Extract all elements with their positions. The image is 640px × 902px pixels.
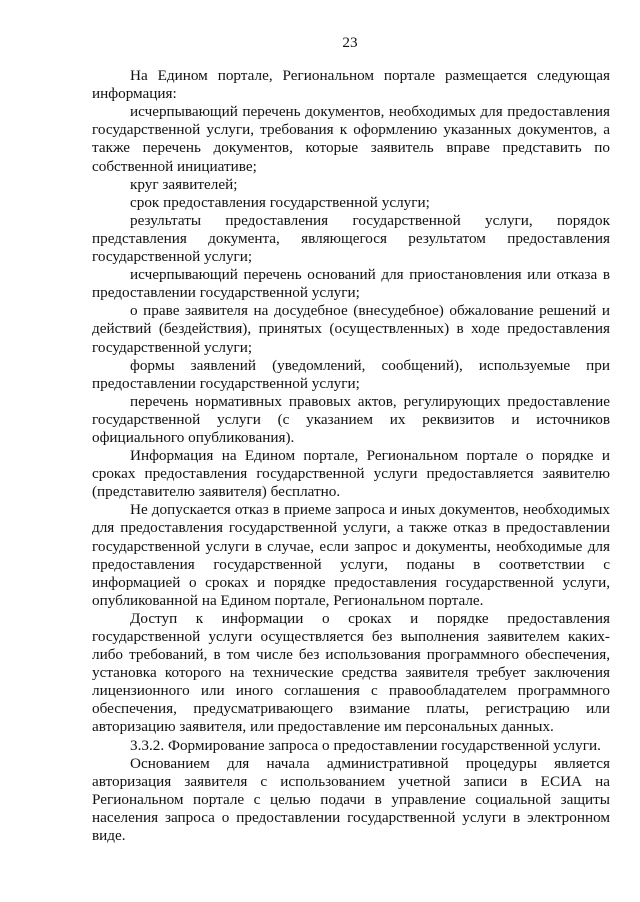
document-body bbox=[92, 67, 610, 845]
paragraph: о праве заявителя на досудебное (внесудебное) обжалование решений и действий (бездействия), принятых (осуществленных) в ходе предоставления государственной услуги; bbox=[92, 302, 610, 356]
paragraph: перечень нормативных правовых актов, регулирующих предоставление государственной услуги (с указанием их реквизитов и источников официального опубликования). bbox=[92, 392, 610, 446]
paragraph: Информация на Едином портале, Региональном портале о порядке и сроках предоставления государственной услуги предоставляется заявителю (представителю заявителя) бесплатно. bbox=[92, 447, 610, 501]
paragraph: исчерпывающий перечень документов, необходимых для предоставления государственной услуги, требования к оформлению указанных документов, а также перечень документов, которые заявитель вправе представить по собственной инициативе; bbox=[92, 103, 610, 175]
paragraph: Не допускается отказ в приеме запроса и иных документов, необходимых для предоставления государственной услуги, а также отказ в предоставлении государственной услуги в случае, если запрос и документы, необходимые для предоставления государственной услуги, поданы в соответствии с информацией о сроках и порядке предоставления государственной услуги, опубликованной на Едином портале, Региональном портале. bbox=[92, 501, 610, 609]
paragraph: формы заявлений (уведомлений, сообщений), используемые при предоставлении государственной услуги; bbox=[92, 356, 610, 392]
paragraph: результаты предоставления государственной услуги, порядок представления документа, являющегося результатом предоставления государственной услуги; bbox=[92, 211, 610, 266]
section-heading: 3.3.2. Формирование запроса о предоставлении государственной услуги. bbox=[130, 736, 601, 754]
paragraph: Доступ к информации о сроках и порядке предоставления государственной услуги осуществляется без выполнения заявителем каких-либо требований, в том числе без использования программного обеспечения, установка которого на технические средства заявителя требует заключения лицензионного или иного соглашения с правообладателем программного обеспечения, предусматривающего взимание платы, регистрацию или авторизацию заявителя, или предоставление им персональных данных. bbox=[92, 609, 610, 736]
page-number: 23 bbox=[342, 34, 358, 51]
paragraph: круг заявителей; bbox=[130, 175, 238, 193]
paragraph: срок предоставления государственной услуги; bbox=[130, 193, 430, 211]
paragraph: Основанием для начала административной процедуры является авторизация заявителя с использованием учетной записи в ЕСИА на Региональном портале с целью подачи в управление социальной защиты населения запроса о предоставлении государственной услуги в электронном виде. bbox=[92, 754, 610, 845]
paragraph: исчерпывающий перечень оснований для приостановления или отказа в предоставлении государственной услуги; bbox=[92, 266, 610, 302]
paragraph: На Едином портале, Региональном портале размещается следующая информация: bbox=[92, 67, 610, 103]
